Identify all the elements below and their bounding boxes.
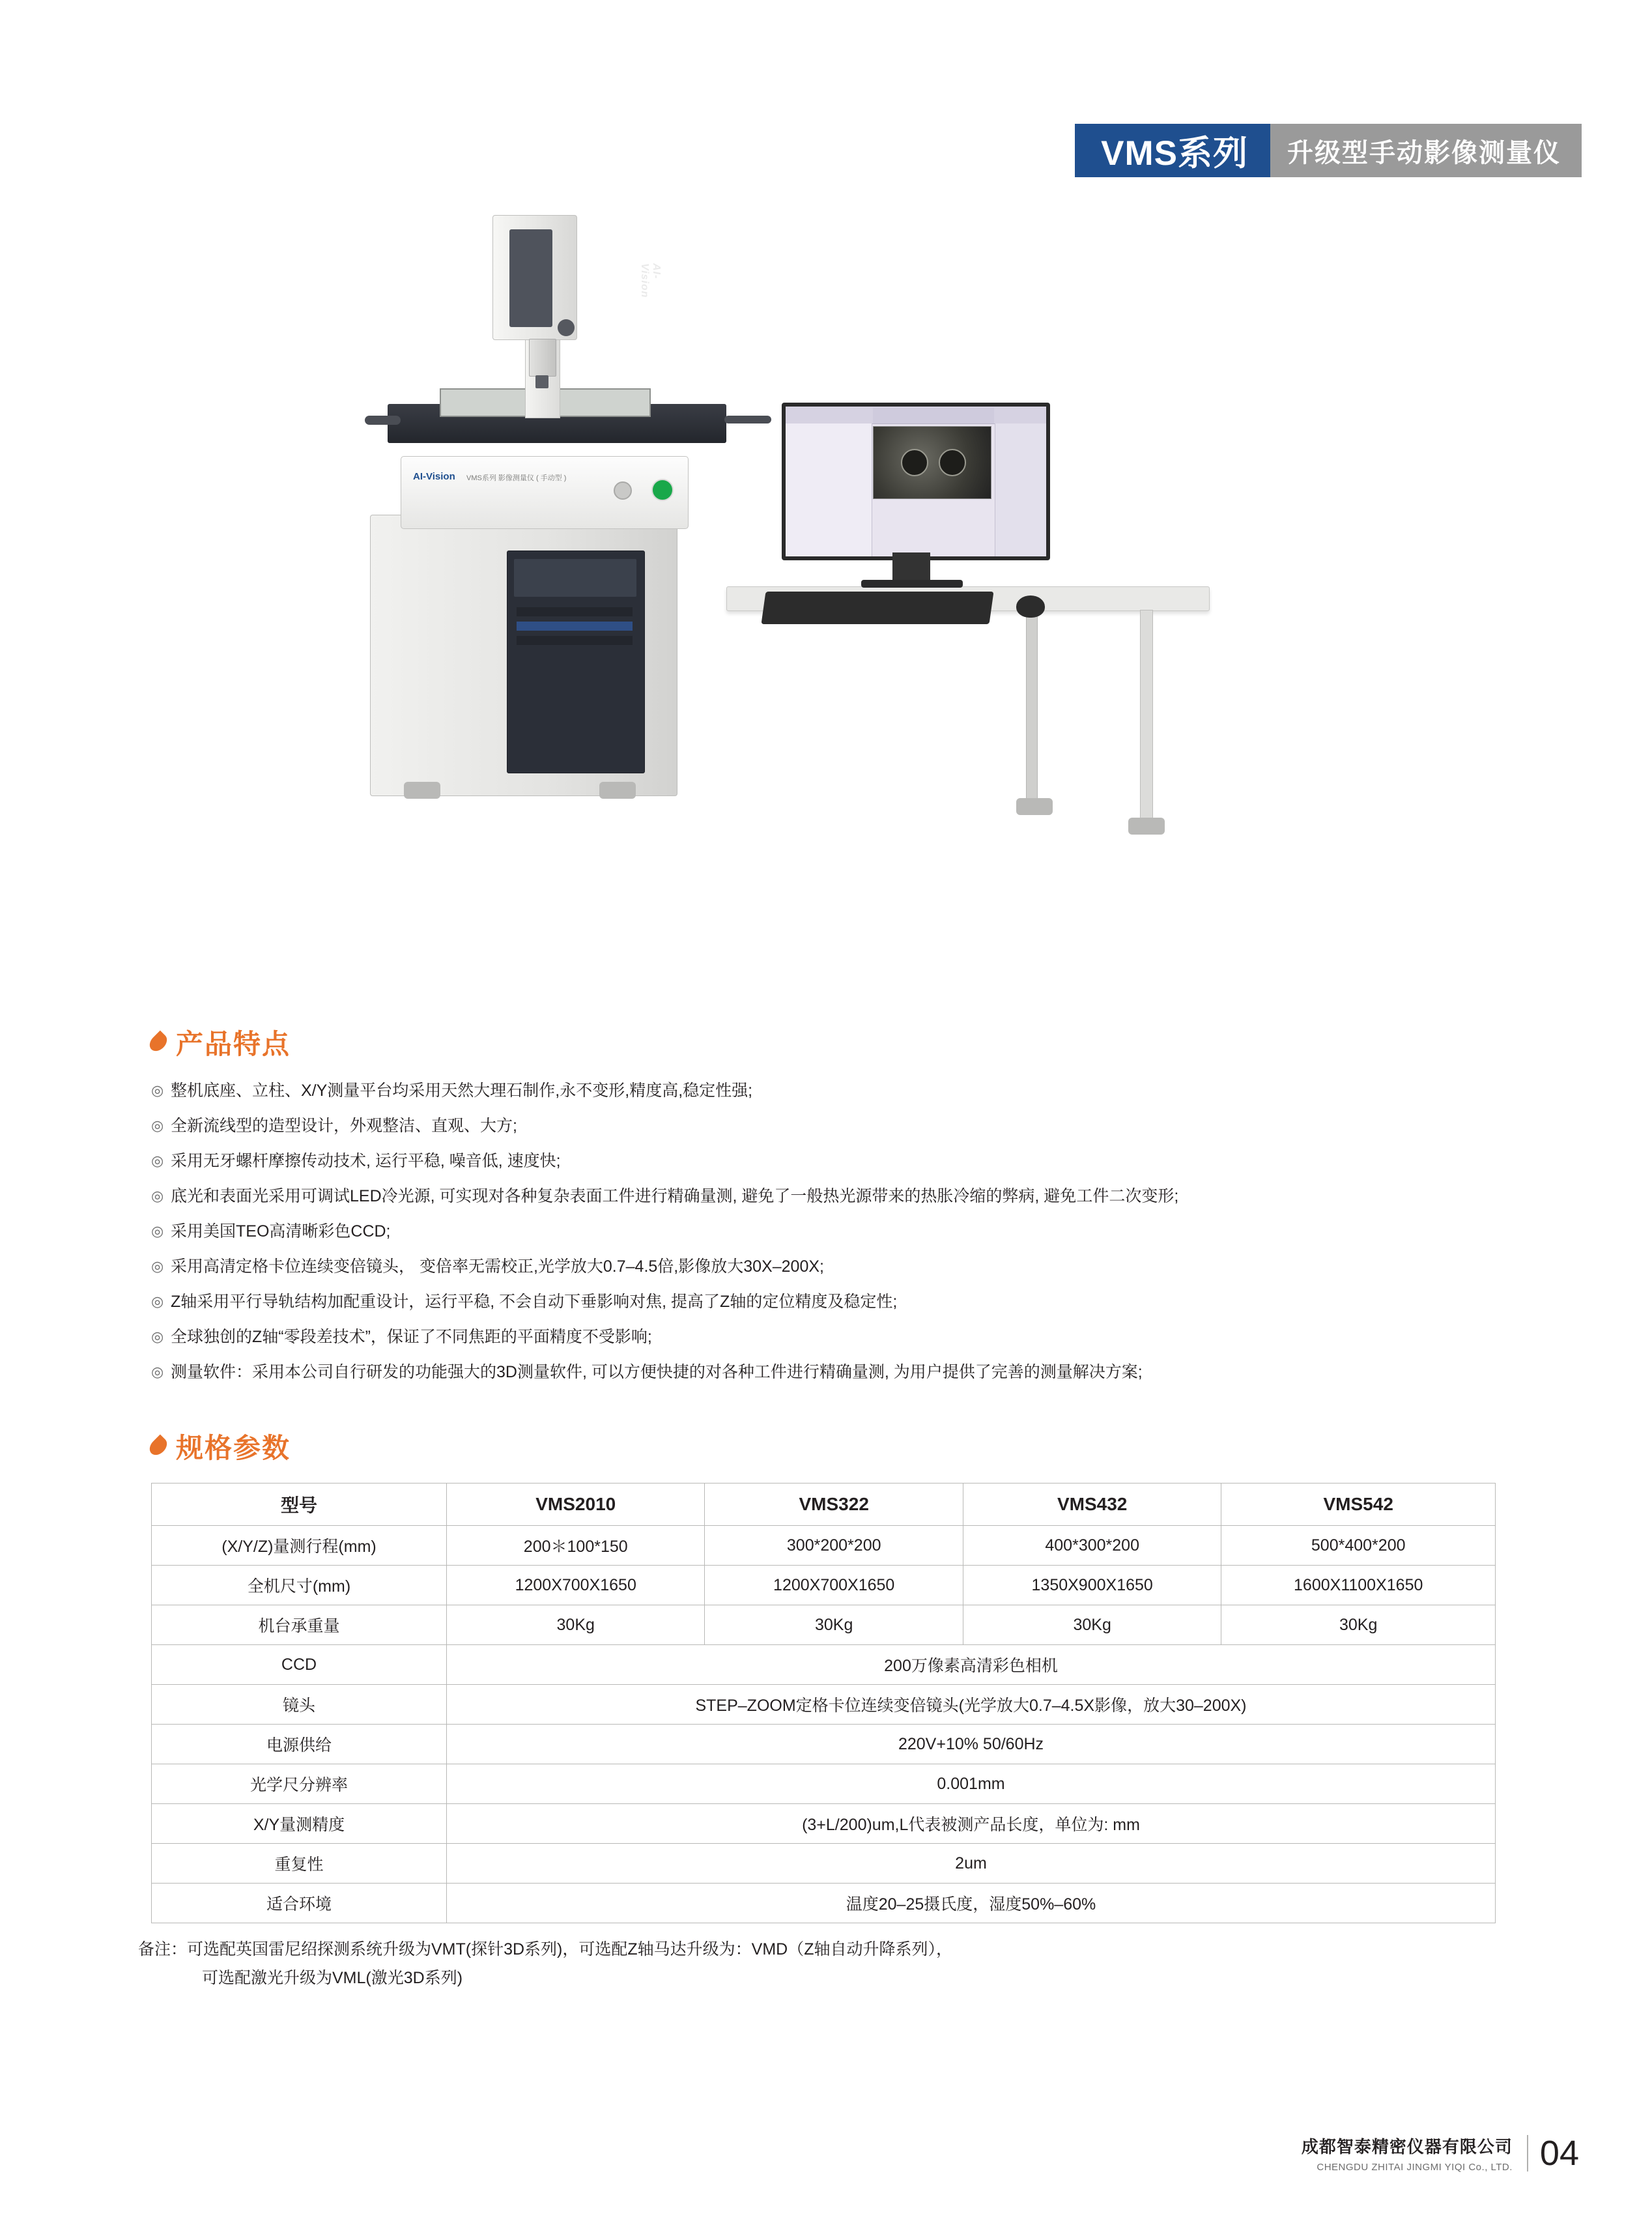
table-row (152, 1884, 1496, 1923)
spec-heading (151, 1427, 1652, 1466)
monitor-stand (892, 552, 930, 582)
features-heading (151, 1023, 1652, 1062)
row-value: STEP–ZOOM定格卡位连续变倍镜头(光学放大0.7–4.5X影像，放大30–200X) (447, 1685, 1496, 1725)
table-row (152, 1725, 1496, 1764)
keyboard (761, 592, 993, 624)
bullet-icon: ◎ (151, 1188, 164, 1204)
bullet-icon: ◎ (151, 1117, 164, 1134)
brightness-knob[interactable] (614, 481, 632, 500)
workpiece-preview (873, 426, 991, 499)
footer-divider (1527, 2135, 1528, 2172)
zoom-lens (529, 339, 556, 377)
row-value: 200万像素高清彩色相机 (447, 1645, 1496, 1685)
column-header: VMS322 (705, 1484, 963, 1526)
feature-text: 全新流线型的造型设计，外观整洁、直观、大方; (171, 1117, 517, 1135)
software-left-panel (786, 423, 872, 556)
spec-note-line-1: 备注：可选配英国雷尼绍探测系统升级为VMT(探针3D系列)，可选配Z轴马达升级为：VMD（Z轴自动升降系列）， (138, 1940, 952, 1958)
droplet-icon (147, 1435, 171, 1459)
machine-foot (599, 782, 636, 799)
desk-foot (1016, 798, 1053, 815)
product-photo (365, 208, 1296, 958)
company-name-en: CHENGDU ZHITAI JINGMI YIQI Co., LTD. (1317, 2162, 1513, 2173)
feature-text: 采用美国TEO高清晰彩色CCD; (171, 1222, 391, 1240)
table-row (152, 1566, 1496, 1605)
feature-item (151, 1078, 1513, 1104)
spec-note (138, 1935, 1652, 1992)
row-value: 0.001mm (447, 1764, 1496, 1804)
bullet-icon: ◎ (151, 1293, 164, 1310)
spec-note-line-2: 可选配激光升级为VML(激光3D系列) (202, 1969, 463, 1987)
table-row (152, 1605, 1496, 1645)
droplet-icon (147, 1031, 171, 1055)
table-row (152, 1844, 1496, 1884)
row-label: X/Y量测精度 (152, 1804, 447, 1844)
row-label: (X/Y/Z)量测行程(mm) (152, 1526, 447, 1566)
table-header-row (152, 1484, 1496, 1526)
row-value: 30Kg (447, 1605, 705, 1645)
feature-text: 整机底座、立柱、X/Y测量平台均采用天然大理石制作,永不变形,精度高,稳定性强; (171, 1082, 753, 1100)
table-row (152, 1764, 1496, 1804)
bullet-icon: ◎ (151, 1223, 164, 1239)
workpiece-hole (939, 449, 966, 476)
stage-handle-left[interactable] (365, 416, 401, 425)
tower-panel-stripe (517, 636, 633, 645)
desk-leg (1026, 610, 1038, 807)
table-row (152, 1645, 1496, 1685)
features-section (0, 1023, 1652, 1394)
feature-item (151, 1289, 1513, 1315)
feature-text: 测量软件：采用本公司自行研发的功能强大的3D测量软件, 可以方便快捷的对各种工件进行精确量测, 为用户提供了完善的测量解决方案; (171, 1363, 1143, 1381)
row-label: 机台承重量 (152, 1605, 447, 1645)
feature-item (151, 1254, 1513, 1280)
focus-knob[interactable] (558, 319, 575, 336)
bullet-icon: ◎ (151, 1328, 164, 1345)
machine-foot (404, 782, 440, 799)
lens-objective (535, 375, 548, 388)
stage-handle-right[interactable] (724, 416, 771, 423)
feature-item (151, 1113, 1513, 1139)
tower-panel-stripe (517, 607, 633, 616)
spec-table (151, 1483, 1496, 1923)
monitor (782, 403, 1050, 560)
row-value: 220V+10% 50/60Hz (447, 1725, 1496, 1764)
head-brand-label: AI-Vision (639, 263, 662, 298)
bullet-icon: ◎ (151, 1082, 164, 1098)
column-header: VMS542 (1221, 1484, 1496, 1526)
workpiece-hole (901, 449, 928, 476)
row-value: 30Kg (963, 1605, 1221, 1645)
series-subtitle: 升级型手动影像测量仪 (1270, 124, 1582, 177)
monitor-base (861, 580, 963, 588)
row-value: 1200X700X1650 (447, 1566, 705, 1605)
row-label: 电源供给 (152, 1725, 447, 1764)
feature-text: 底光和表面光采用可调试LED冷光源, 可实现对各种复杂表面工件进行精确量测, 避免了一般热光源带来的热胀冷缩的弊病, 避免工件二次变形; (171, 1187, 1179, 1205)
row-value: 2um (447, 1844, 1496, 1884)
row-value: 30Kg (1221, 1605, 1496, 1645)
row-value: 400*300*200 (963, 1526, 1221, 1566)
software-right-panel (995, 423, 1046, 556)
machine-brand-label: AI-Vision (413, 471, 455, 482)
feature-item (151, 1359, 1513, 1385)
company-name-cn: 成都智泰精密仪器有限公司 (1301, 2137, 1513, 2157)
row-value: 1350X900X1650 (963, 1566, 1221, 1605)
software-top-panel (873, 408, 994, 423)
series-title: VMS系列 (1075, 124, 1270, 177)
bullet-icon: ◎ (151, 1364, 164, 1380)
header-banner (1075, 124, 1582, 177)
software-screen (786, 407, 1046, 556)
feature-text: 全球独创的Z轴“零段差技术”，保证了不同焦距的平面精度不受影响; (171, 1328, 652, 1346)
page-footer (1302, 2133, 1579, 2173)
spec-title: 规格参数 (176, 1433, 291, 1463)
row-label: 适合环境 (152, 1884, 447, 1923)
row-label: 镜头 (152, 1685, 447, 1725)
feature-item (151, 1148, 1513, 1174)
row-value: 温度20–25摄氏度，湿度50%–60% (447, 1884, 1496, 1923)
feature-item (151, 1218, 1513, 1244)
feature-text: Z轴采用平行导轨结构加配重设计，运行平稳, 不会自动下垂影响对焦, 提高了Z轴的定位精度及稳定性; (171, 1293, 898, 1311)
feature-text: 采用无牙螺杆摩擦传动技术, 运行平稳, 噪音低, 速度快; (171, 1152, 561, 1170)
bullet-icon: ◎ (151, 1258, 164, 1274)
features-list (151, 1078, 1513, 1385)
desk-foot (1128, 818, 1165, 835)
optical-head-panel (509, 229, 662, 327)
computer-tower (507, 551, 645, 773)
row-value: 200＊100*150 (447, 1526, 705, 1566)
row-value: 300*200*200 (705, 1526, 963, 1566)
page-number: 04 (1539, 2134, 1579, 2173)
mouse (1016, 595, 1045, 618)
machine-control-base (401, 456, 689, 529)
column-header: VMS2010 (447, 1484, 705, 1526)
row-value: 1200X700X1650 (705, 1566, 963, 1605)
row-value: 1600X1100X1650 (1221, 1566, 1496, 1605)
bullet-icon: ◎ (151, 1153, 164, 1169)
spec-section (0, 1427, 1652, 1992)
feature-item (151, 1183, 1513, 1209)
tower-drive-bay (514, 559, 636, 597)
company-block (1302, 2134, 1513, 2173)
table-row (152, 1804, 1496, 1844)
row-value: 500*400*200 (1221, 1526, 1496, 1566)
feature-text: 采用高清定格卡位连续变倍镜头， 变倍率无需校正,光学放大0.7–4.5倍,影像放大30X–200X; (171, 1257, 824, 1276)
row-label: 光学尺分辨率 (152, 1764, 447, 1804)
row-label: 重复性 (152, 1844, 447, 1884)
row-label: 全机尺寸(mm) (152, 1566, 447, 1605)
desk-leg (1140, 610, 1153, 826)
spec-table-wrapper (151, 1483, 1496, 1923)
table-row (152, 1526, 1496, 1566)
row-value: (3+L/200)um,L代表被测产品长度，单位为: mm (447, 1804, 1496, 1844)
column-header: VMS432 (963, 1484, 1221, 1526)
row-value: 30Kg (705, 1605, 963, 1645)
power-button[interactable] (651, 479, 674, 501)
table-row (152, 1685, 1496, 1725)
column-header: 型号 (152, 1484, 447, 1526)
tower-panel-stripe (517, 622, 633, 631)
row-label: CCD (152, 1645, 447, 1685)
feature-item (151, 1324, 1513, 1350)
machine-model-label: VMS系列 影像测量仪 ( 手动型 ) (466, 474, 567, 482)
features-title: 产品特点 (176, 1029, 291, 1059)
